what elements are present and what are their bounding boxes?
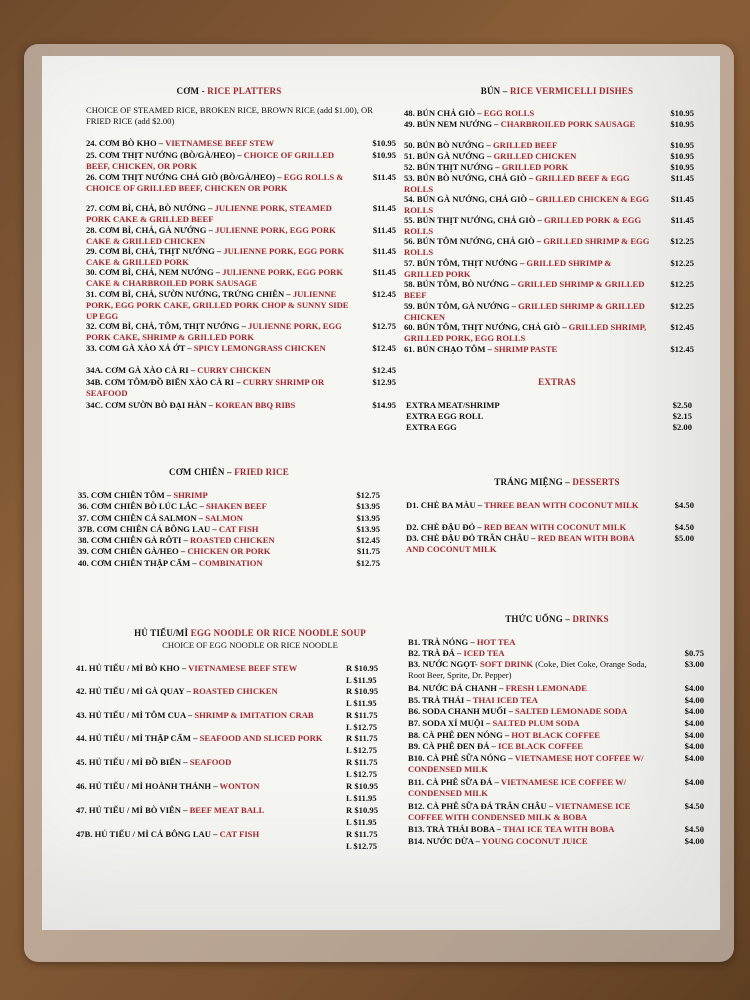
noodle_soup-item-en: SEAFOOD AND SLICED PORK [199,733,323,743]
vermicelli-item-price: $11.45 [670,173,694,183]
rice_platters-item-en: SPICY LEMONGRASS CHICKEN [193,343,326,353]
fried_rice-item-vi: 36. CƠM CHIÊN BÒ LÚC LẮC – [78,501,206,511]
noodle_soup-item-name [76,805,388,816]
drinks-item-en: HOT BLACK COFFEE [511,730,601,740]
vermicelli-item-en: GRILLED CHICKEN & EGG ROLLS [404,194,650,215]
rice_platters-item-en: JULIENNE PORK, EGG PORK CAKE & CHARBROILED PORK SAUSAGE [86,267,344,288]
drinks-item-price: $0.75 [684,648,704,658]
rice_platters-item-price: $12.45 [372,343,396,353]
noodle_soup-item-name [76,733,388,744]
rice_platters-item-vi: 34B. CƠM TÔM/ĐỒ BIỂN XÀO CÀ RI – [86,377,243,387]
vermicelli-item-en: GRILLED SHRIMP & EGG ROLLS [404,236,650,257]
drinks-item-name [408,836,704,847]
drinks-item-en: SALTED PLUM SODA [492,718,580,728]
extras-item-label: EXTRA EGG [406,422,457,432]
rice_platters-item-vi: 32. CƠM BÌ, CHẢ, TÔM, THỊT NƯỚNG – [86,321,249,331]
drinks-item-name [408,718,704,729]
drinks-item-en: YOUNG COCONUT JUICE [481,836,588,846]
noodle_soup-item-prices [346,757,388,780]
drinks-item-en: THAI ICED TEA [472,695,538,705]
noodle_soup-item-en: VIETNAMESE BEEF STEW [188,663,298,673]
extras-item-label: EXTRA EGG ROLL [406,411,484,421]
noodle_soup-item-en: CAT FISH [219,829,260,839]
vermicelli-item-price: $12.45 [670,344,694,354]
vermicelli-item-en: GRILLED SHRIMP & GRILLED CHICKEN [404,301,645,322]
fried_rice-item-vi: 38. CƠM CHIÊN GÀ RÔTI – [78,535,190,545]
noodle_soup-item-vi: 47B. HỦ TIẾU / MÌ CÁ BÔNG LAU – [76,829,220,839]
vermicelli-item-price: $10.95 [670,119,694,129]
drinks-item-en: ICED TEA [463,648,505,658]
noodle_soup-item-prices [346,710,388,733]
fried_rice-item-vi: 37. CƠM CHIÊN CÁ SALMON – [78,513,206,523]
drinks-item [408,648,704,659]
size-price: R $11.75 [346,733,378,743]
rice_platters-item-en: JULIENNE PORK, EGG PORK CAKE, SHRIMP & GRILLED PORK [86,321,342,342]
desserts-item-vi: D1. CHÈ BA MÀU – [406,500,485,510]
drinks-item-en: FRESH LEMONADE [505,683,587,693]
drinks-item-vi: B9. CÀ PHÊ ĐEN ĐÁ – [408,741,498,751]
size-price: R $10.95 [346,686,378,696]
drinks-item-name [408,741,704,752]
noodle_soup-item [76,733,388,755]
vermicelli-item-en: EGG ROLLS [483,108,535,118]
rice_platters-item-price: $12.45 [372,365,396,375]
drinks-item-price: $4.50 [684,824,704,834]
vermicelli-item-vi: 48. BÚN CHẢ GIÒ – [404,108,484,118]
noodle-soup-header-vi: HỦ TIẾU/MÌ [134,628,191,638]
rice_platters-item-price: $11.45 [372,267,396,277]
drinks-item-name [408,824,704,835]
rice_platters-item-en: CHOICE OF GRILLED BEEF, CHICKEN, OR PORK [86,150,335,171]
noodle_soup-item [76,829,388,851]
rice_platters-item-vi: 30. CƠM BÌ, CHẢ, NEM NƯỚNG – [86,267,223,277]
noodle_soup-item-vi: 41. HỦ TIẾU / MÌ BÒ KHO – [76,663,189,673]
rice_platters-item-price: $11.45 [372,203,396,213]
rice_platters-item-vi: 34C. CƠM SƯỜN BÒ ĐẠI HÀN – [86,400,216,410]
rice_platters-item-en: JULIENNE PORK, EGG PORK CAKE, GRILLED PORK CHOP & SUNNY SIDE UP EGG [86,289,349,321]
fried_rice-item-vi: 40. CƠM CHIÊN THẬP CẨM – [78,558,199,568]
drinks-item [408,753,704,775]
size-price: R $11.75 [346,757,378,767]
vermicelli-item-vi: 54. BÚN GÀ NƯỚNG, CHẢ GIÒ – [404,194,536,204]
noodle_soup-item-name [76,710,388,721]
vermicelli-item-en: GRILLED BEEF & EGG ROLLS [404,173,630,194]
drinks-item-name [408,706,704,717]
rice_platters-item-en: CURRY SHRIMP OR SEAFOOD [86,377,325,398]
rice_platters-item-price: $10.95 [372,138,396,148]
vermicelli-item-price: $12.25 [670,279,694,289]
rice_platters-item-vi: 31. CƠM BÌ, CHẢ, SƯỜN NƯỚNG, TRỨNG CHIÊN – [86,289,293,299]
vermicelli-item-vi: 51. BÚN GÀ NƯỚNG – [404,151,494,161]
vermicelli-item-price: $11.45 [670,215,694,225]
noodle_soup-item-vi: 42. HỦ TIẾU / MÌ GÀ QUAY – [76,686,193,696]
size-price: L $11.95 [346,792,377,803]
drinks-item [408,824,704,835]
vermicelli-item-price: $12.25 [670,258,694,268]
fried_rice-item-en: SHAKEN BEEF [205,501,267,511]
drinks-item-price: $4.00 [684,706,704,716]
vermicelli-item-en: GRILLED PORK [501,162,569,172]
drinks-item-en: THAI ICE TEA WITH BOBA [503,824,615,834]
noodle_soup-item [76,781,388,803]
fried_rice-item-price: $12.45 [356,535,380,545]
drinks-item [408,836,704,847]
noodle_soup-item-en: ROASTED CHICKEN [192,686,278,696]
extras-item-price: $2.50 [672,400,692,410]
fried_rice-item-price: $12.75 [356,558,380,568]
drinks-item [408,659,704,681]
vermicelli-item-vi: 56. BÚN TÔM NƯỚNG, CHẢ GIÒ – [404,236,544,246]
vermicelli-item-vi: 53. BÚN BÒ NƯỚNG, CHẢ GIÒ – [404,173,536,183]
vermicelli-item-vi: 55. BÚN THỊT NƯỚNG, CHẢ GIÒ – [404,215,544,225]
vermicelli-item-en: GRILLED SHRIMP & GRILLED PORK [404,258,612,279]
drinks-header-en: DRINKS [572,614,609,624]
drinks-item-en: VIETNAMESE HOT COFFEE W/ CONDENSED MILK [408,753,644,774]
fried_rice-item-vi: 35. CƠM CHIÊN TÔM – [78,490,174,500]
drinks-list [408,0,704,874]
drinks-item-en: ICE BLACK COFFEE [498,741,583,751]
noodle_soup-item [76,686,388,708]
rice_platters-item-en: JULIENNE PORK, EGG PORK CAKE & GRILLED CHICKEN [86,225,336,246]
vermicelli-item-en: SHRIMP PASTE [494,344,558,354]
rice_platters-item-price: $12.45 [372,289,396,299]
noodle_soup-item-prices [346,663,388,686]
vermicelli-item-price: $10.95 [670,108,694,118]
drinks-item-vi: B1. TRÀ NÓNG – [408,637,477,647]
rice_platters-item-price: $12.95 [372,377,396,387]
noodle_soup-item-name [76,757,388,768]
drinks-item-vi: B8. CÀ PHÊ ĐEN NÓNG – [408,730,512,740]
drinks-item-price: $4.00 [684,741,704,751]
drinks-item-price: $4.00 [684,695,704,705]
noodle_soup-item-name [76,686,388,697]
drinks-item-en: VIETNAMESE ICE COFFEE W/ CONDENSED MILK [408,777,627,798]
fried_rice-item-en: COMBINATION [198,558,263,568]
extras-item-price: $2.15 [672,411,692,421]
drinks-item-en: SALTED LEMONADE SODA [514,706,628,716]
desserts-item-en: RED BEAN WITH BOBA AND COCONUT MILK [406,533,635,554]
rice_platters-item-vi: 26. CƠM THỊT NƯỚNG CHẢ GIÒ (BÒ/GÀ/HEO) – [86,172,284,182]
fried_rice-item-price: $13.95 [356,524,380,534]
desserts-item-en: RED BEAN WITH COCONUT MILK [483,522,627,532]
noodle_soup-item-en: SHRIMP & IMITATION CRAB [194,710,314,720]
rice_platters-item-en: KOREAN BBQ RIBS [215,400,296,410]
desserts-item-price: $4.50 [674,522,694,532]
rice-platters-header-en: RICE PLATTERS [207,86,282,96]
drinks-item-name [408,648,704,659]
size-price: R $10.95 [346,663,378,673]
fried_rice-item-vi: 37B. CƠM CHIÊN CÁ BÔNG LAU – [78,524,219,534]
noodle_soup-item-prices [346,686,388,709]
drinks-item-name [408,730,704,741]
vermicelli-item-price: $11.45 [670,194,694,204]
drinks-item-price: $4.00 [684,683,704,693]
noodle_soup-item [76,663,388,685]
rice_platters-item-vi: 24. CƠM BÒ KHO – [86,138,166,148]
drinks-item [408,730,704,741]
noodle-soup-header-en: EGG NOODLE OR RICE NOODLE SOUP [190,628,366,638]
drinks-item [408,695,704,706]
vermicelli-item-price: $10.95 [670,151,694,161]
drinks-item-vi: B6. SODA CHANH MUỐI – [408,706,515,716]
drinks-item [408,801,704,823]
fried_rice-item-vi: 39. CƠM CHIÊN GÀ/HEO – [78,546,188,556]
drinks-item-vi: B4. NƯỚC ĐÁ CHANH – [408,683,506,693]
desserts-item-en: THREE BEAN WITH COCONUT MILK [484,500,639,510]
size-price: L $12.75 [346,840,378,851]
size-price: L $11.95 [346,674,377,685]
vermicelli-item-vi: 57. BÚN TÔM, THỊT NƯỚNG – [404,258,527,268]
size-price: L $12.75 [346,721,378,732]
drinks-item-name [408,777,704,799]
noodle_soup-item-name [76,663,388,674]
rice_platters-item-price: $12.75 [372,321,396,331]
noodle-choice-subheader: CHOICE OF EGG NOODLE OR RICE NOODLE [162,640,338,650]
drinks-item-name [408,801,704,823]
extras-item-price: $2.00 [672,422,692,432]
drinks-item-vi: B11. CÀ PHÊ SỮA ĐÁ – [408,777,501,787]
fried-rice-header-en: FRIED RICE [234,467,289,477]
noodle-soup-list [76,0,388,874]
vermicelli-item-vi: 50. BÚN BÒ NƯỚNG – [404,140,493,150]
noodle_soup-item-prices [346,733,388,756]
vermicelli-item-vi: 49. BÚN NEM NƯỚNG – [404,119,501,129]
rice_platters-item-en: VIETNAMESE BEEF STEW [165,138,275,148]
noodle_soup-item-vi: 43. HỦ TIẾU / MÌ TÔM CUA – [76,710,195,720]
drinks-item-en: VIETNAMESE ICE COFFEE WITH CONDENSED MILK & BOBA [408,801,631,822]
drinks-item [408,683,704,694]
vermicelli-header-vi: BÚN – [480,86,510,96]
vermicelli-item-en: GRILLED CHICKEN [493,151,577,161]
size-price: R $10.95 [346,805,378,815]
vermicelli-item-price: $12.45 [670,322,694,332]
rice_platters-item-en: JULIENNE PORK, EGG PORK CAKE & GRILLED PORK [86,246,345,267]
noodle_soup-item-vi: 46. HỦ TIẾU / MÌ HOÀNH THÁNH – [76,781,220,791]
rice_platters-item-en: EGG ROLLS & CHOICE OF GRILLED BEEF, CHICKEN OR PORK [86,172,344,193]
drinks-item-name [408,753,704,775]
drinks-item-extra: (Coke, Diet Coke, Orange Soda, Root Beer, Sprite, Dr. Pepper) [408,659,647,680]
desserts-item-vi: D2. CHÈ ĐẬU ĐỎ – [406,522,484,532]
vermicelli-item-en: GRILLED SHRIMP & GRILLED BEEF [404,279,645,300]
rice_platters-item-vi: 25. CƠM THỊT NƯỚNG (BÒ/GÀ/HEO) – [86,150,244,160]
vermicelli-item-vi: 58. BÚN TÔM, BÒ NƯỚNG – [404,279,518,289]
noodle_soup-item-en: SEAFOOD [189,757,232,767]
drinks-item-price: $4.00 [684,730,704,740]
size-price: L $12.75 [346,768,378,779]
drinks-item-price: $4.50 [684,801,704,811]
rice_platters-item-en: JULIENNE PORK, STEAMED PORK CAKE & GRILLED BEEF [86,203,332,224]
extras-header-text: EXTRAS [538,377,576,387]
drinks-item-price: $4.00 [684,718,704,728]
rice-choice-note: CHOICE OF STEAMED RICE, BROKEN RICE, BROWN RICE (add $1.00), OR FRIED RICE (add $2.00) [86,105,373,126]
fried_rice-item-en: SALMON [205,513,243,523]
drinks-item [408,706,704,717]
drinks-item-en: HOT TEA [476,637,516,647]
fried_rice-item-price: $13.95 [356,501,380,511]
rice_platters-item-en: CURRY CHICKEN [197,365,271,375]
rice_platters-item-price: $10.95 [372,150,396,160]
rice_platters-item-vi: 29. CƠM BÌ, CHẢ, THỊT NƯỚNG – [86,246,224,256]
menu-page [42,56,720,930]
drinks-item-en: SOFT DRINK [479,659,534,669]
drinks-item-vi: B5. TRÀ THÁI – [408,695,473,705]
noodle_soup-item [76,710,388,732]
drinks-item-price: $3.00 [684,659,704,669]
desserts-item-vi: D3. CHÈ ĐẬU ĐỎ TRÂN CHÂU – [406,533,538,543]
fried-rice-header-vi: CƠM CHIÊN – [169,467,235,477]
noodle_soup-item-en: WONTON [219,781,260,791]
vermicelli-item-vi: 52. BÚN THỊT NƯỚNG – [404,162,502,172]
vermicelli-item-vi: 61. BÚN CHẠO TÔM – [404,344,495,354]
vermicelli-header-en: RICE VERMICELLI DISHES [509,86,634,96]
rice_platters-item-price: $11.45 [372,225,396,235]
size-price: R $11.75 [346,829,378,839]
noodle_soup-item [76,757,388,779]
fried_rice-item-price: $11.75 [356,546,380,556]
rice_platters-item-price: $11.45 [372,172,396,182]
fried_rice-item-en: SHRIMP [173,490,208,500]
vermicelli-item-en: GRILLED BEEF [492,140,558,150]
drinks-item-name [408,637,704,648]
drinks-item-price: $4.00 [684,777,704,787]
drinks-header-vi: THỨC UỐNG – [505,614,573,624]
vermicelli-item-vi: 60. BÚN TÔM, THỊT NƯỚNG, CHẢ GIÒ – [404,322,569,332]
vermicelli-item-en: GRILLED SHRIMP, GRILLED PORK, EGG ROLLS [404,322,647,343]
rice_platters-item-price: $11.45 [372,246,396,256]
drinks-item-vi: B12. CÀ PHÊ SỮA ĐÁ TRÂN CHÂU – [408,801,556,811]
vermicelli-item-price: $10.95 [670,140,694,150]
rice_platters-item-vi: 34A. CƠM GÀ XÀO CÀ RI – [86,365,198,375]
noodle_soup-item-vi: 47. HỦ TIẾU / MÌ BÒ VIÊN – [76,805,190,815]
vermicelli-item-vi: 59. BÚN TÔM, GÀ NƯỚNG – [404,301,519,311]
rice-platters-header-vi: CƠM - [176,86,208,96]
rice_platters-item-vi: 33. CƠM GÀ XÀO XẢ ỚT – [86,343,194,353]
drinks-item-vi: B14. NƯỚC DỪA – [408,836,482,846]
size-price: L $11.95 [346,816,377,827]
desserts-header-vi: TRÁNG MIỆNG – [494,477,573,487]
noodle_soup-item-vi: 45. HỦ TIẾU / MÌ ĐỒ BIỂN – [76,757,190,767]
drinks-item [408,718,704,729]
size-price: R $11.75 [346,710,378,720]
vermicelli-item-price: $10.95 [670,162,694,172]
drinks-item-name [408,683,704,694]
fried_rice-item-en: CAT FISH [218,524,259,534]
desserts-item-price: $5.00 [674,533,694,543]
drinks-item-price: $4.00 [684,836,704,846]
drinks-item [408,637,704,648]
rice_platters-item-price: $14.95 [372,400,396,410]
noodle_soup-item-prices [346,781,388,804]
drinks-item-vi: B3. NƯỚC NGỌT- [408,659,480,669]
noodle_soup-item-prices [346,805,388,828]
size-price: L $12.75 [346,744,378,755]
drinks-item [408,777,704,799]
vermicelli-item-price: $12.25 [670,301,694,311]
vermicelli-item-en: CHARBROILED PORK SAUSAGE [500,119,636,129]
noodle_soup-item-name [76,829,388,840]
drinks-item-name [408,695,704,706]
noodle_soup-item [76,805,388,827]
size-price: L $11.95 [346,697,377,708]
fried_rice-item-price: $12.75 [356,490,380,500]
desserts-item-price: $4.50 [674,500,694,510]
fried_rice-item-price: $13.95 [356,513,380,523]
drinks-item-name [408,659,704,681]
fried_rice-item-en: ROASTED CHICKEN [189,535,275,545]
noodle_soup-item-vi: 44. HỦ TIẾU / MÌ THẬP CẨM – [76,733,200,743]
drinks-item-vi: B10. CÀ PHÊ SỮA NÓNG – [408,753,515,763]
noodle_soup-item-en: BEEF MEAT BALL [189,805,265,815]
size-price: R $10.95 [346,781,378,791]
drinks-item-vi: B7. SODA XÍ MUỘI – [408,718,493,728]
drinks-item-vi: B2. TRÀ ĐÁ – [408,648,464,658]
rice_platters-item-vi: 28. CƠM BÌ, CHẢ, GÀ NƯỚNG – [86,225,216,235]
vermicelli-item-en: GRILLED PORK & EGG ROLLS [404,215,642,236]
drinks-item [408,741,704,752]
desserts-header-en: DESSERTS [572,477,620,487]
fried_rice-item-en: CHICKEN OR PORK [187,546,271,556]
noodle_soup-item-name [76,781,388,792]
rice_platters-item-vi: 27. CƠM BÌ, CHẢ, BÒ NƯỚNG – [86,203,215,213]
vermicelli-item-price: $12.25 [670,236,694,246]
noodle_soup-item-prices [346,829,388,852]
drinks-item-vi: B13. TRÀ THÁI BOBA – [408,824,504,834]
extras-item-label: EXTRA MEAT/SHRIMP [406,400,500,410]
drinks-item-price: $4.00 [684,753,704,763]
